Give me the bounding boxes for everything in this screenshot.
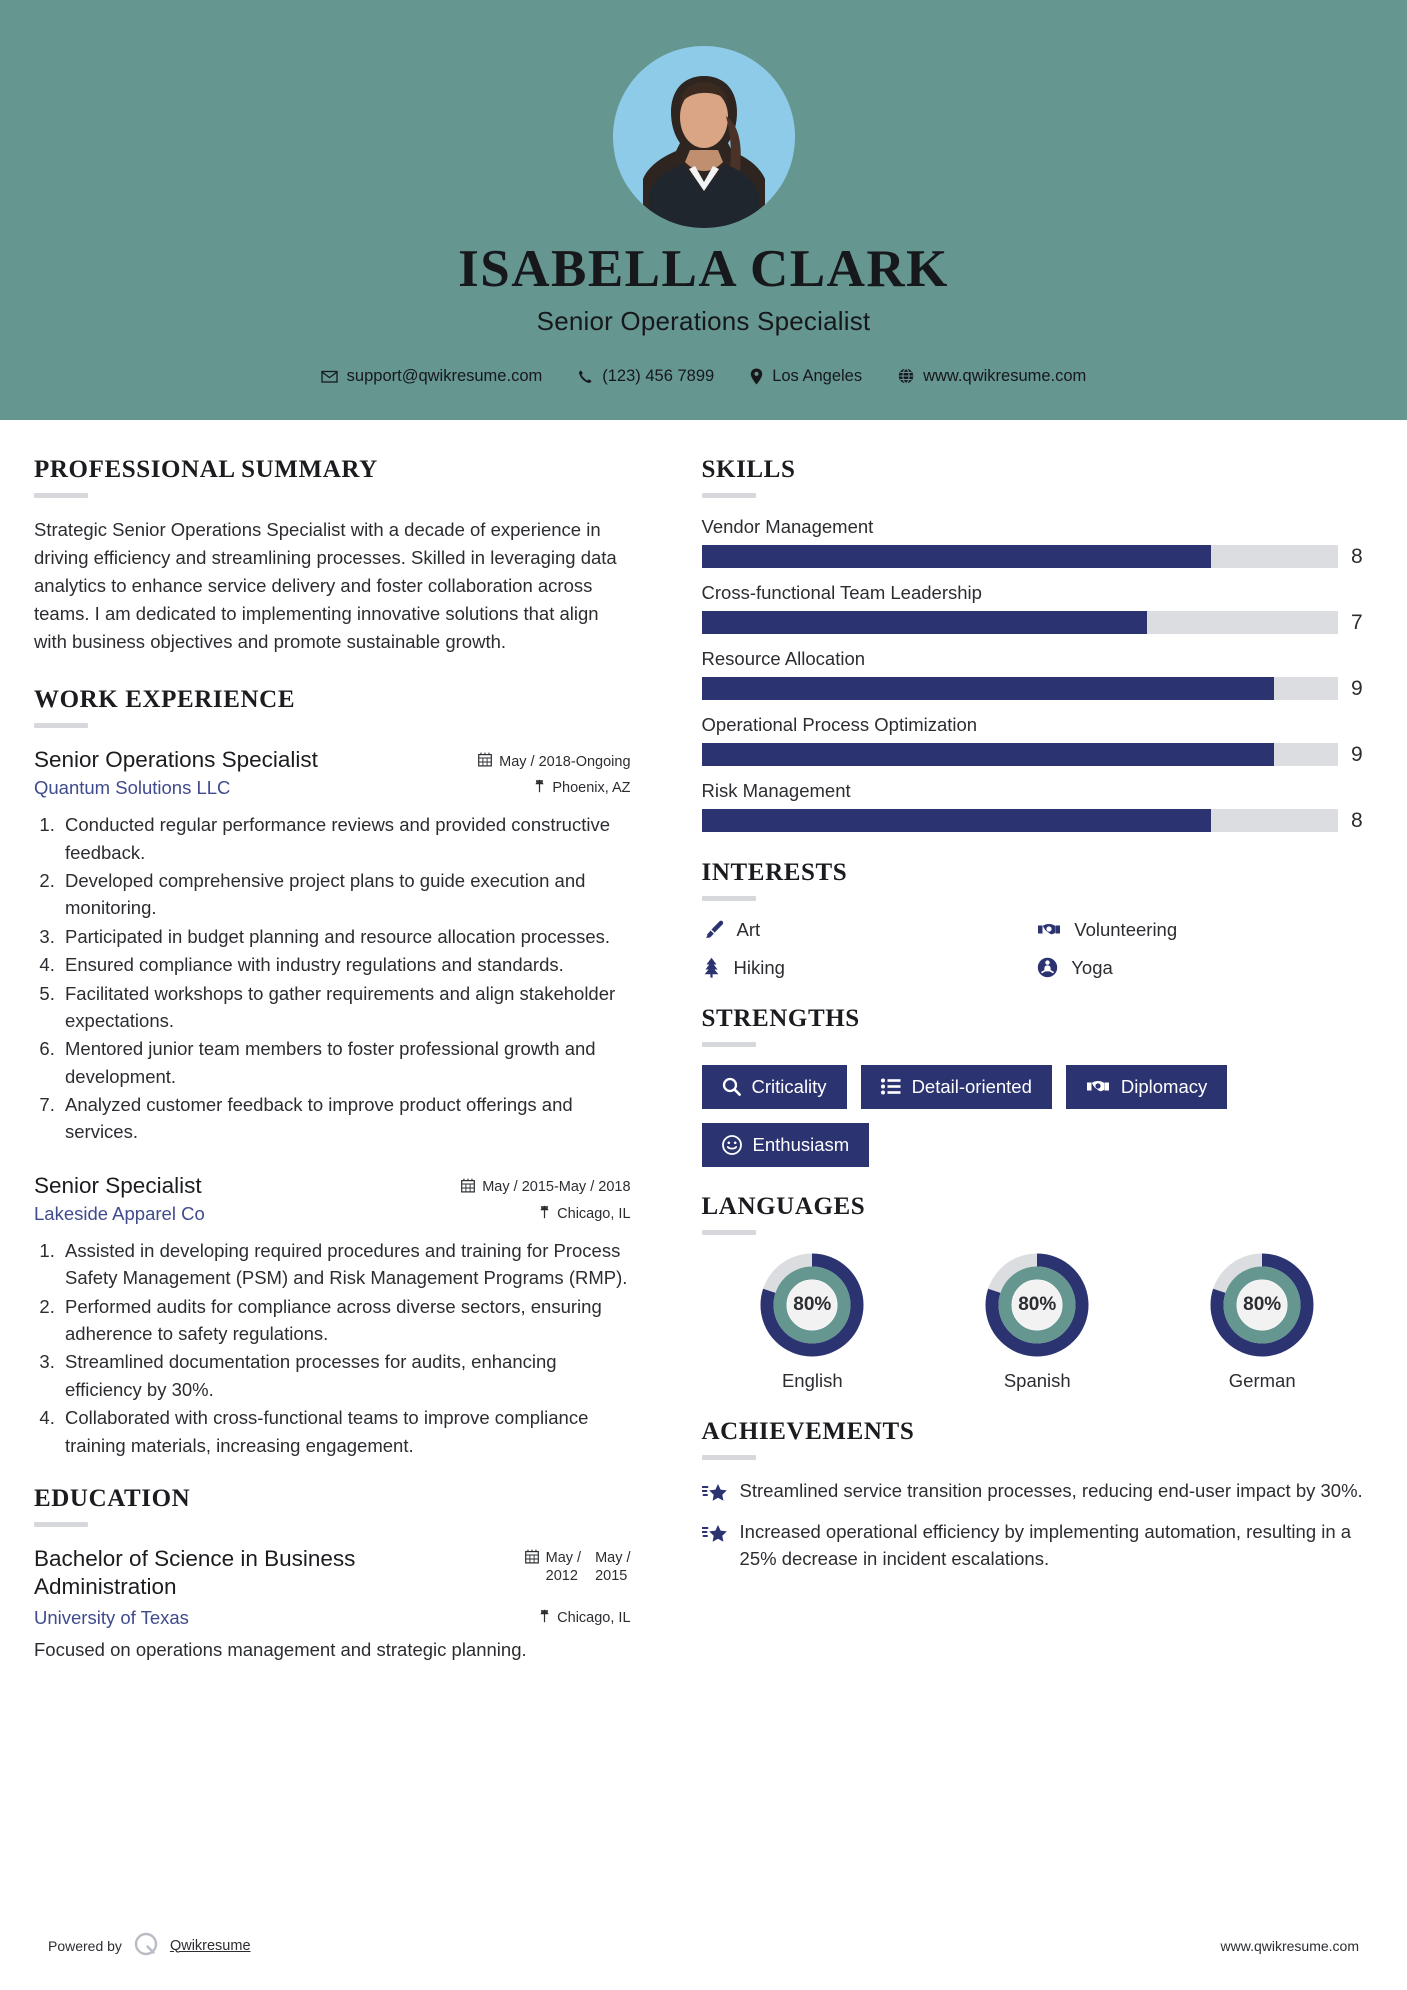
experience-role: Senior Operations Specialist: [34, 747, 318, 773]
star-icon: [702, 1478, 728, 1504]
right-column: [659, 456, 1373, 1907]
contact-email-text: support@qwikresume.com: [346, 366, 543, 385]
star-icon: [702, 1519, 728, 1545]
achievement-item: [702, 1478, 1373, 1505]
language-label: English: [781, 1369, 843, 1391]
calendar-icon: [478, 752, 492, 771]
education-end-month: May /: [595, 1549, 631, 1566]
experience-dates: [461, 1172, 630, 1197]
section-professional-summary: [34, 456, 631, 657]
section-work-experience: [34, 686, 631, 1459]
achievement-text: Increased operational efficiency by implementing automation, resulting in a 25% decrease in incident escalations.: [739, 1521, 1352, 1570]
skill-row: [702, 648, 1373, 701]
header-job-title: Senior Operations Specialist: [536, 305, 871, 336]
contact-row: [0, 367, 1407, 386]
list-item: 2. Developed comprehensive project plans to guide execution and monitoring.: [60, 867, 631, 922]
list-item: 5. Facilitated workshops to gather requirements and align stakeholder expectations.: [60, 980, 631, 1035]
skill-bar-fill: [702, 677, 1275, 700]
handshake-icon: [1086, 1077, 1110, 1096]
education-start-year: 2012: [545, 1568, 578, 1585]
left-column: [34, 456, 659, 1907]
resume-footer: [0, 1907, 1407, 1990]
skill-bar-fill: [702, 809, 1211, 832]
location-pin-icon: [750, 368, 763, 385]
languages-heading: LANGUAGES: [701, 1192, 866, 1220]
interest-item: [702, 957, 1038, 979]
yoga-icon: [1037, 957, 1058, 978]
language-percent: 80%: [1243, 1293, 1282, 1315]
language-ring: [760, 1253, 864, 1357]
list-item: 1. Conducted regular performance reviews and provided constructive feedback.: [60, 811, 631, 866]
education-dates: [525, 1545, 631, 1585]
section-strengths: [702, 1005, 1373, 1167]
section-divider: [702, 1230, 756, 1235]
skill-row: [702, 516, 1373, 569]
interest-item: [1037, 957, 1373, 979]
experience-location: [534, 779, 630, 797]
education-start-date: [546, 1549, 581, 1585]
section-languages: [702, 1193, 1373, 1392]
footer-powered-by-label: Powered by: [48, 1937, 122, 1954]
strengths-heading: STRENGTHS: [701, 1004, 860, 1032]
strength-label: Diplomacy: [1120, 1075, 1208, 1097]
interest-label: Art: [736, 918, 761, 940]
language-percent: 80%: [793, 1293, 832, 1315]
experience-bullets: [60, 811, 631, 1146]
interest-label: Yoga: [1071, 956, 1113, 978]
education-end-year: 2015: [595, 1568, 628, 1585]
contact-location: [732, 367, 880, 386]
achievement-text: Streamlined service transition processes, reducing end-user impact by 30%.: [739, 1479, 1363, 1501]
handshake-icon: [1037, 920, 1061, 939]
skill-bar-fill: [702, 545, 1211, 568]
contact-location-text: Los Angeles: [772, 366, 863, 385]
language-item: [1151, 1253, 1373, 1392]
section-divider: [702, 1455, 756, 1460]
section-divider: [702, 493, 756, 498]
education-entry: [34, 1545, 631, 1664]
language-label: Spanish: [1003, 1369, 1071, 1391]
skill-score: 8: [1351, 544, 1363, 568]
section-divider: [702, 896, 756, 901]
paintbrush-icon: [702, 920, 724, 940]
education-heading: EDUCATION: [34, 1484, 191, 1512]
map-pin-icon: [534, 779, 545, 797]
section-divider: [702, 1042, 756, 1047]
phone-icon: [578, 369, 593, 384]
achievement-item: [702, 1519, 1373, 1573]
section-divider: [34, 723, 88, 728]
qwikresume-link[interactable]: Qwikresume: [169, 1937, 251, 1954]
contact-email[interactable]: [303, 367, 561, 386]
skill-bar-fill: [702, 743, 1275, 766]
skill-bar-track: [702, 677, 1338, 700]
skill-label: Resource Allocation: [701, 647, 866, 669]
experience-heading: WORK EXPERIENCE: [34, 686, 296, 714]
calendar-icon: [461, 1178, 475, 1197]
section-divider: [34, 493, 88, 498]
list-item: 4. Collaborated with cross-functional teams to improve compliance training materials, increasing engagement.: [60, 1404, 631, 1459]
language-ring: [985, 1253, 1089, 1357]
section-education: [34, 1485, 631, 1664]
strength-chip-diplomacy: [1066, 1065, 1227, 1109]
list-item: 4. Ensured compliance with industry regulations and standards.: [60, 951, 631, 978]
experience-entry: [34, 1172, 631, 1459]
education-description: Focused on operations management and strategic planning.: [34, 1639, 527, 1661]
strength-chip-criticality: [702, 1065, 847, 1109]
summary-text: Strategic Senior Operations Specialist with a decade of experience in driving efficiency and streamlining processes. Skilled in leveraging data analytics to enhance service delivery and foster collaboration across teams. I am dedicated to implementing innovative solutions that align with business objectives and promote sustainable growth.: [34, 518, 617, 653]
experience-bullets: [60, 1237, 631, 1459]
experience-company[interactable]: Quantum Solutions LLC: [34, 777, 231, 799]
list-item: 2. Performed audits for compliance across diverse sectors, ensuring adherence to safety regulations.: [60, 1293, 631, 1348]
interest-item: [1037, 919, 1373, 941]
interest-label: Volunteering: [1074, 918, 1178, 940]
achievements-heading: ACHIEVEMENTS: [701, 1417, 915, 1445]
list-item: 3. Streamlined documentation processes for audits, enhancing efficiency by 30%.: [60, 1348, 631, 1403]
education-location-text: Chicago, IL: [557, 1610, 631, 1627]
strength-chip-detail-oriented: [861, 1065, 1052, 1109]
resume-body: [0, 420, 1407, 1907]
search-icon: [722, 1077, 741, 1096]
experience-entry: [34, 746, 631, 1146]
skill-bar-track: [702, 611, 1338, 634]
avatar-photo: [613, 46, 795, 228]
map-pin-icon: [539, 1205, 550, 1223]
smiley-icon: [722, 1135, 742, 1155]
skill-row: [702, 582, 1373, 635]
contact-phone[interactable]: [560, 367, 732, 386]
experience-location: [539, 1205, 630, 1223]
education-end-date: [595, 1549, 630, 1585]
section-divider: [34, 1522, 88, 1527]
language-item: [926, 1253, 1148, 1392]
experience-location-text: Phoenix, AZ: [552, 780, 631, 797]
strength-label: Criticality: [751, 1075, 827, 1097]
section-skills: [702, 456, 1373, 833]
skill-bar-fill: [702, 611, 1148, 634]
skill-bar-track: [702, 545, 1338, 568]
list-item: 1. Assisted in developing required procedures and training for Process Safety Management (PSM) and Risk Management Programs (RMP).: [60, 1237, 631, 1292]
experience-dates: [478, 746, 630, 771]
interest-item: [702, 919, 1038, 941]
strength-chip-enthusiasm: [702, 1123, 870, 1167]
skill-bar-track: [702, 809, 1338, 832]
contact-website[interactable]: [880, 367, 1104, 386]
education-degree: Bachelor of Science in Business Administration: [34, 1545, 356, 1600]
skill-row: [702, 780, 1373, 833]
list-item: 3. Participated in budget planning and resource allocation processes.: [60, 923, 631, 950]
envelope-icon: [321, 368, 338, 385]
education-start-month: May /: [545, 1549, 582, 1566]
experience-location-text: Chicago, IL: [557, 1205, 631, 1222]
language-item: [702, 1253, 924, 1392]
contact-website-text: www.qwikresume.com: [923, 366, 1087, 385]
footer-branding: [48, 1931, 251, 1960]
skills-heading: SKILLS: [701, 455, 796, 483]
contact-phone-text: (123) 456 7899: [602, 366, 715, 385]
interest-label: Hiking: [733, 956, 785, 978]
tree-icon: [702, 957, 721, 978]
interests-heading: INTERESTS: [701, 858, 848, 886]
skill-label: Risk Management: [701, 779, 851, 801]
footer-website[interactable]: www.qwikresume.com: [1220, 1937, 1359, 1954]
summary-heading: PROFESSIONAL SUMMARY: [34, 455, 378, 483]
skill-bar-track: [702, 743, 1338, 766]
skill-score: 7: [1351, 610, 1363, 634]
language-label: German: [1228, 1369, 1296, 1391]
language-ring: [1210, 1253, 1314, 1357]
page-title: ISABELLA CLARK: [458, 240, 949, 298]
skill-label: Cross-functional Team Leadership: [701, 581, 982, 603]
calendar-icon: [525, 1549, 539, 1568]
list-item: 7. Analyzed customer feedback to improve product offerings and services.: [60, 1091, 631, 1146]
education-school[interactable]: University of Texas: [34, 1607, 189, 1629]
education-location: [539, 1609, 630, 1627]
skill-row: [702, 714, 1373, 767]
skill-label: Vendor Management: [701, 515, 874, 537]
experience-dates-text: May / 2018-Ongoing: [499, 753, 631, 770]
strength-label: Enthusiasm: [752, 1133, 850, 1155]
skill-label: Operational Process Optimization: [701, 713, 978, 735]
list-icon: [881, 1078, 901, 1095]
skill-score: 9: [1351, 742, 1363, 766]
skill-score: 8: [1351, 808, 1363, 832]
experience-company[interactable]: Lakeside Apparel Co: [34, 1202, 205, 1224]
language-percent: 80%: [1018, 1293, 1057, 1315]
section-interests: [702, 859, 1373, 979]
globe-icon: [898, 368, 914, 384]
skill-score: 9: [1351, 676, 1363, 700]
strength-label: Detail-oriented: [911, 1075, 1032, 1097]
experience-dates-text: May / 2015-May / 2018: [482, 1179, 631, 1196]
experience-role: Senior Specialist: [34, 1172, 202, 1198]
qwikresume-logo-icon: [133, 1931, 159, 1960]
section-achievements: [702, 1418, 1373, 1573]
list-item: 6. Mentored junior team members to foster professional growth and development.: [60, 1035, 631, 1090]
avatar: [613, 46, 795, 228]
map-pin-icon: [539, 1609, 550, 1627]
resume-header: [0, 0, 1407, 420]
